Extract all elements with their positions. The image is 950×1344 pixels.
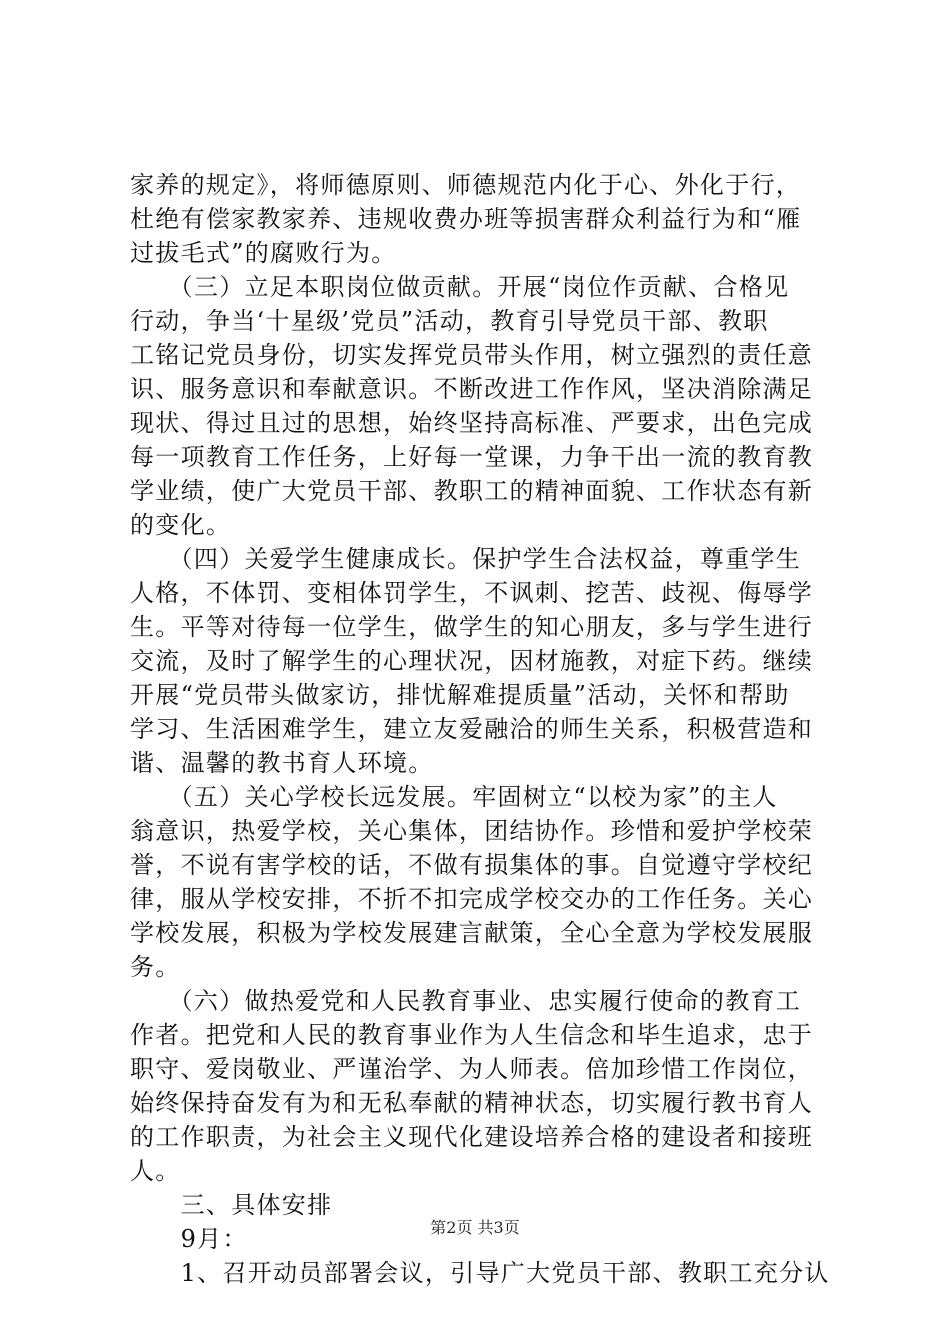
text-line: 的变化。	[130, 511, 232, 539]
body-text	[130, 168, 830, 1290]
text-line: （四）关爱学生健康成长。保护学生合法权益，尊重学生	[130, 545, 802, 573]
text-line: （五）关心学校长远发展。牢固树立“以校为家”的主人	[130, 783, 778, 811]
text-line: 1、召开动员部署会议，引导广大党员干部、教职工充分认	[130, 1259, 830, 1287]
text-line: 开展“党员带头做家访，排忧解难提质量”活动，关怀和帮助	[130, 681, 790, 709]
text-line: 人。	[130, 1157, 181, 1185]
text-line: 职守、爱岗敬业、严谨治学、为人师表。倍加珍惜工作岗位，	[130, 1055, 814, 1083]
text-line: 工铭记党员身份，切实发挥党员带头作用，树立强烈的责任意	[130, 341, 814, 369]
text-line: （六）做热爱党和人民教育事业、忠实履行使命的教育工	[130, 987, 802, 1015]
text-line: （三）立足本职岗位做贡献。开展“岗位作贡献、合格见	[130, 273, 790, 301]
text-line: 翁意识，热爱学校，关心集体，团结协作。珍惜和爱护学校荣	[130, 817, 814, 845]
text-line: 行动，争当‘十星级’党员”活动，教育引导党员干部、教职	[130, 307, 769, 335]
text-line: 现状、得过且过的思想，始终坚持高标准、严要求，出色完成	[130, 409, 814, 437]
text-line: 学校发展，积极为学校发展建言献策，全心全意为学校发展服	[130, 919, 814, 947]
text-line: 杜绝有偿家教家养、违规收费办班等损害群众利益行为和“雁	[130, 205, 802, 233]
text-line: 学业绩，使广大党员干部、教职工的精神面貌、工作状态有新	[130, 477, 814, 505]
text-line: 生。平等对待每一位学生，做学生的知心朋友，多与学生进行	[130, 613, 814, 641]
text-line: 始终保持奋发有为和无私奉献的精神状态，切实履行教书育人	[130, 1089, 814, 1117]
text-line: 作者。把党和人民的教育事业作为人生信念和毕生追求，忠于	[130, 1021, 814, 1049]
page-number-footer: 第2页 共3页	[430, 1218, 520, 1237]
text-line: 人格，不体罚、变相体罚学生，不讽刺、挖苦、歧视、侮辱学	[130, 579, 814, 607]
text-line: 务。	[130, 953, 181, 981]
text-line: 识、服务意识和奉献意识。不断改进工作作风，坚决消除满足	[130, 375, 814, 403]
text-line: 9月：	[130, 1225, 248, 1253]
text-line: 谐、温馨的教书育人环境。	[130, 749, 434, 777]
text-line: 律，服从学校安排，不折不扣完成学校交办的工作任务。关心	[130, 885, 814, 913]
text-line: 誉，不说有害学校的话，不做有损集体的事。自觉遵守学校纪	[130, 851, 814, 879]
text-line: 三、具体安排	[130, 1191, 333, 1219]
text-line: 过拔毛式”的腐败行为。	[130, 239, 397, 267]
text-line: 家养的规定》，将师德原则、师德规范内化于心、外化于行，	[130, 171, 802, 199]
text-line: 每一项教育工作任务，上好每一堂课，力争干出一流的教育教	[130, 443, 814, 471]
text-line: 学习、生活困难学生，建立友爱融洽的师生关系，积极营造和	[130, 715, 814, 743]
text-line: 交流，及时了解学生的心理状况，因材施教，对症下药。继续	[130, 647, 814, 675]
text-line: 的工作职责，为社会主义现代化建设培养合格的建设者和接班	[130, 1123, 814, 1151]
